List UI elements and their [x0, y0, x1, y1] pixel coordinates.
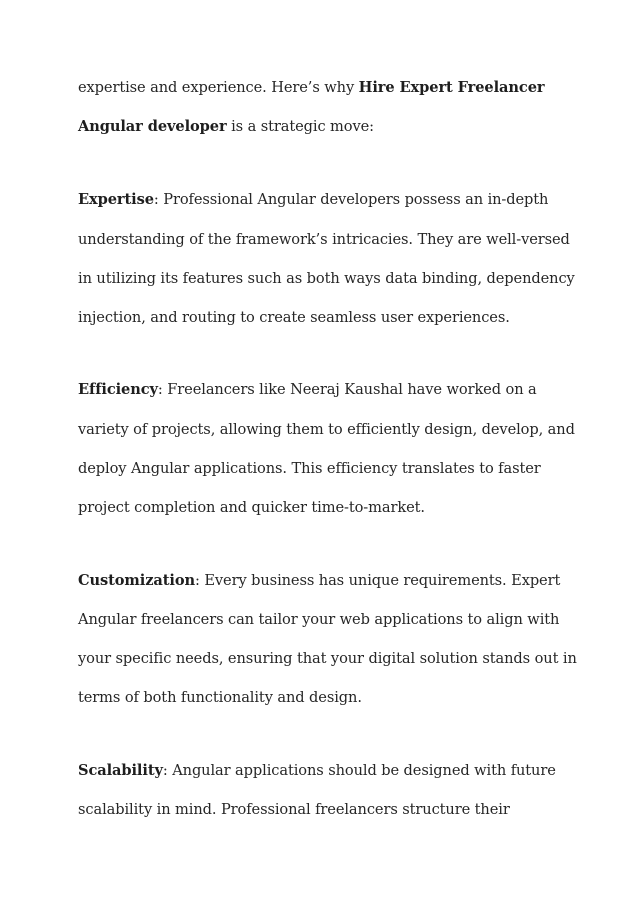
expertise-line-4: injection, and routing to create seamless user experiences.: [78, 309, 510, 326]
customization-line-3: your specific needs, ensuring that your digital solution stands out in: [78, 650, 577, 667]
expertise-line-3: in utilizing its features such as both ways data binding, dependency: [78, 270, 575, 287]
scalability-line-2: scalability in mind. Professional freelancers structure their: [78, 801, 510, 818]
intro-text-cont: is a strategic move:: [226, 118, 374, 135]
expertise-line-1: [78, 190, 548, 210]
intro-line-2: [78, 117, 374, 137]
intro-bold-phrase-cont: Angular developer: [78, 118, 227, 135]
efficiency-line-2: variety of projects, allowing them to efficiently design, develop, and: [78, 421, 575, 438]
customization-line-4: terms of both functionality and design.: [78, 689, 362, 706]
expertise-term: Expertise: [78, 191, 154, 208]
intro-line-1: [78, 78, 545, 98]
customization-line-2: Angular freelancers can tailor your web applications to align with: [78, 611, 560, 628]
scalability-term: Scalability: [78, 762, 163, 779]
efficiency-text: : Freelancers like Neeraj Kaushal have worked on a: [157, 381, 537, 398]
efficiency-line-3: deploy Angular applications. This efficiency translates to faster: [78, 460, 541, 477]
customization-text: : Every business has unique requirements. Expert: [194, 572, 561, 589]
scalability-text: : Angular applications should be designed with future: [162, 762, 556, 779]
customization-line-1: [78, 571, 560, 591]
expertise-text: : Professional Angular developers possess an in-depth: [153, 191, 549, 208]
intro-bold-phrase: Hire Expert Freelancer: [358, 79, 545, 96]
efficiency-line-4: project completion and quicker time-to-market.: [78, 499, 425, 516]
customization-term: Customization: [78, 572, 195, 589]
scalability-line-1: [78, 761, 556, 781]
efficiency-term: Efficiency: [78, 381, 158, 398]
efficiency-line-1: [78, 380, 537, 400]
intro-text: expertise and experience. Here’s why: [78, 79, 359, 96]
expertise-line-2: understanding of the framework’s intricacies. They are well-versed: [78, 231, 570, 248]
